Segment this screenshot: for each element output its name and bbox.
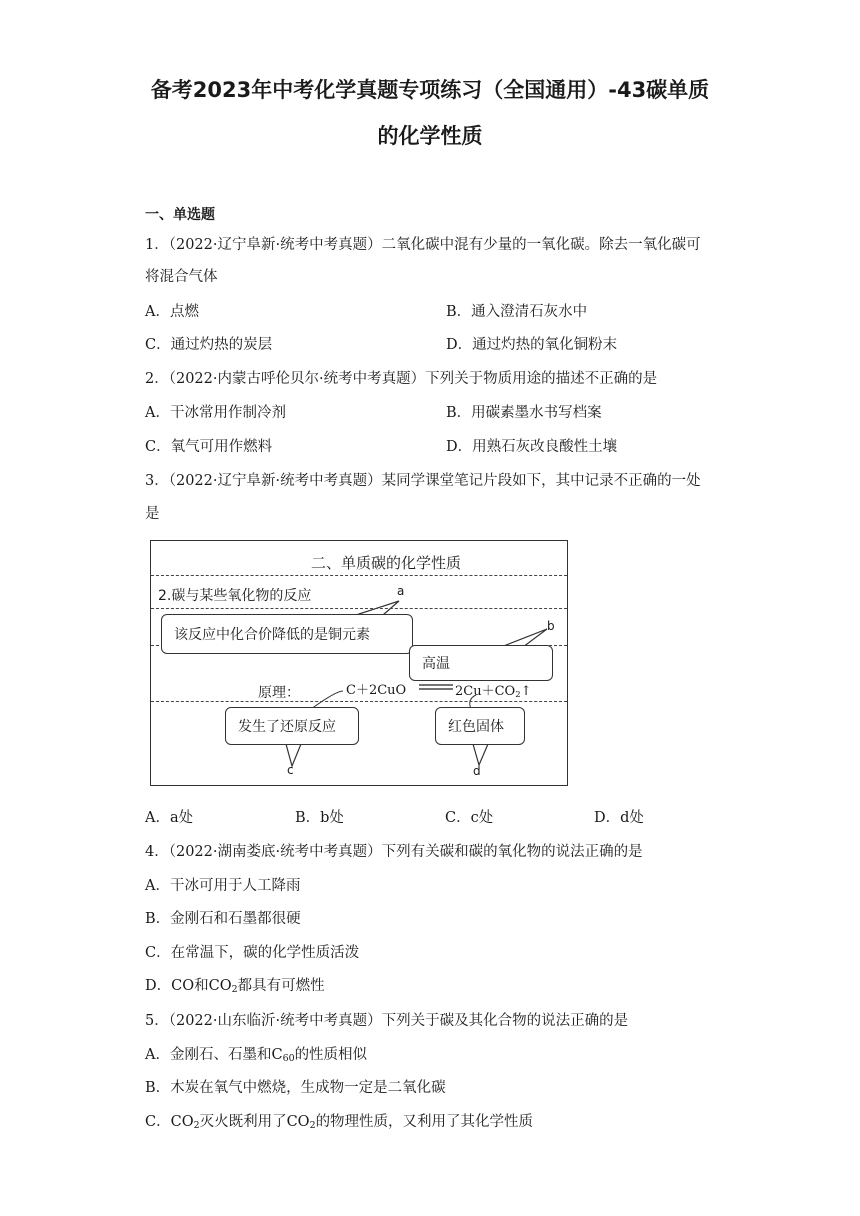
q4-stem: 4．（2022·湖南娄底·统考中考真题）下列有关碳和碳的氧化物的说法正确的是 — [145, 844, 643, 860]
q4-option-a: A．干冰可用于人工降雨 — [145, 878, 301, 894]
q5-stem: 5．（2022·山东临沂·统考中考真题）下列关于碳及其化合物的说法正确的是 — [145, 1013, 629, 1029]
q3-option-c: C．c处 — [445, 810, 494, 826]
q2-option-b: B．用碳素墨水书写档案 — [446, 405, 602, 421]
figure-dash-line-2 — [151, 608, 567, 609]
q1-stem-line-1: 1．（2022·辽宁阜新·统考中考真题）二氧化碳中混有少量的一氧化碳。除去一氧化碳可 — [145, 237, 701, 253]
q2-option-d: D．用熟石灰改良酸性土壤 — [446, 439, 618, 455]
q1-option-c: C．通过灼热的炭层 — [145, 337, 273, 353]
q4-option-d: D．CO和$CO_2$都具有可燃性 — [145, 978, 325, 996]
figure-heading: 二、单质碳的化学性质 — [311, 554, 462, 572]
note-bubble-c: 发生了还原反应 — [225, 707, 359, 745]
equation-reactants: C＋2CuO — [346, 683, 407, 698]
q5-option-b: B．木炭在氧气中燃烧，生成物一定是二氧化碳 — [145, 1080, 446, 1096]
note-bubble-a: 该反应中化合价降低的是铜元素 — [161, 614, 413, 654]
q3-option-a: A．a处 — [145, 810, 194, 826]
q1-option-b: B．通入澄清石灰水中 — [446, 304, 588, 320]
q2-stem: 2．（2022·内蒙古呼伦贝尔·统考中考真题）下列关于物质用途的描述不正确的是 — [145, 371, 658, 387]
q3-option-b: B．b处 — [295, 810, 344, 826]
figure-label-d: d — [473, 764, 481, 778]
document-title-line-1: 备考2023年中考化学真题专项练习（全国通用）-43碳单质 — [150, 78, 710, 102]
figure-label-c: c — [287, 763, 294, 777]
q2-option-c: C．氧气可用作燃料 — [145, 439, 273, 455]
q5-option-c: C．$CO_2$灭火既利用了$CO_2$的物理性质，又利用了其化学性质 — [145, 1114, 534, 1132]
q3-stem-line-1: 3．（2022·辽宁阜新·统考中考真题）某同学课堂笔记片段如下，其中记录不正确的一处 — [145, 473, 701, 489]
q1-option-a: A．点燃 — [145, 304, 199, 320]
figure-label-a: a — [397, 584, 405, 598]
figure-dash-line-1 — [151, 575, 567, 576]
figure-subheading: 2.碳与某些氧化物的反应 — [158, 588, 312, 604]
figure-label-b: b — [547, 619, 555, 633]
document-title-line-2: 的化学性质 — [377, 124, 483, 148]
q3-stem-line-2: 是 — [145, 506, 160, 522]
q2-option-a: A．干冰常用作制冷剂 — [145, 405, 286, 421]
note-bubble-d: 红色固体 — [435, 707, 525, 745]
note-bubble-b: 高温 — [409, 645, 553, 681]
principle-label: 原理： — [258, 685, 300, 701]
q3-option-d: D．d处 — [594, 810, 644, 826]
equation-products: $2Cu+CO_2↑$ — [455, 684, 532, 700]
q1-stem-line-2: 将混合气体 — [145, 269, 218, 285]
q4-option-b: B．金刚石和石墨都很硬 — [145, 911, 301, 927]
q4-option-c: C．在常温下，碳的化学性质活泼 — [145, 945, 360, 961]
section-heading: 一、单选题 — [145, 207, 215, 223]
q5-option-a: A．金刚石、石墨和$C_{60}$的性质相似 — [145, 1047, 368, 1065]
q1-option-d: D．通过灼热的氧化铜粉末 — [446, 337, 618, 353]
class-notes-figure — [150, 540, 568, 786]
figure-dash-line-4 — [151, 701, 567, 702]
